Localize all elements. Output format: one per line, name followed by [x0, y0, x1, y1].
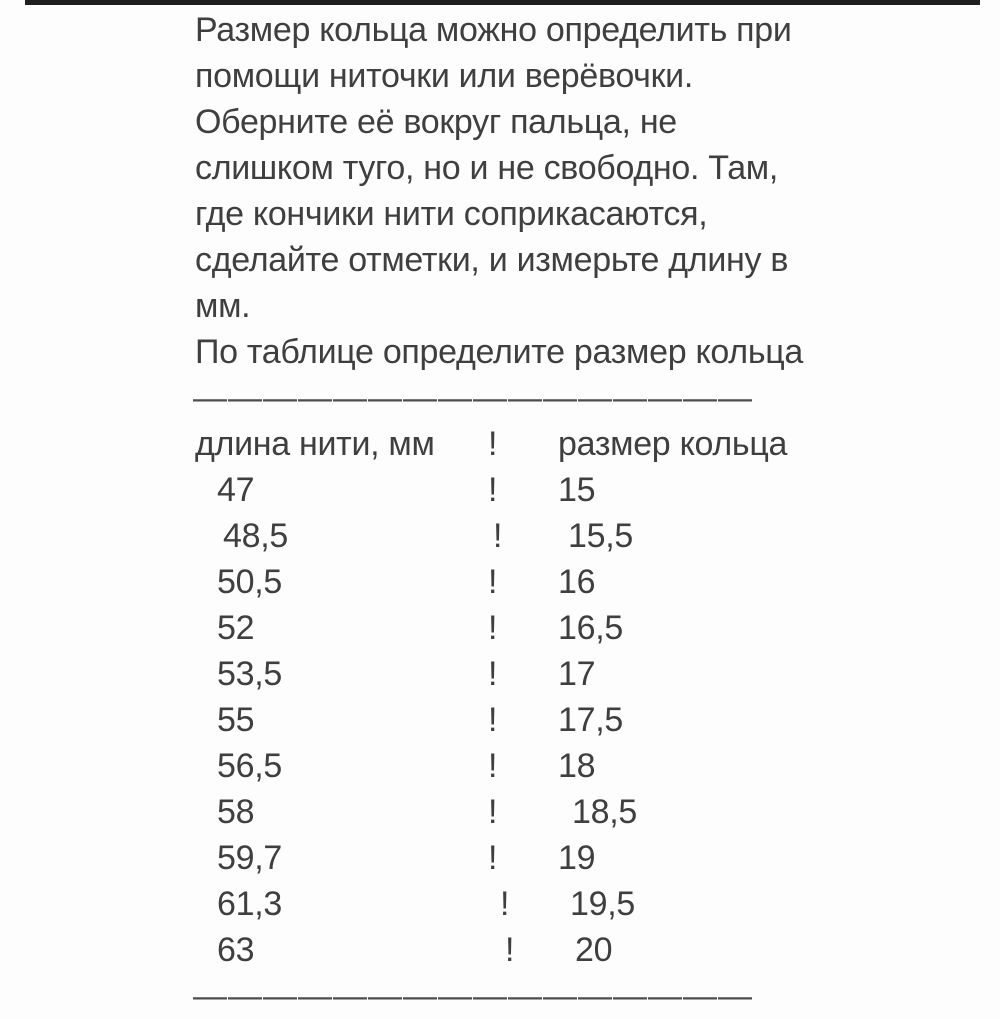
instruction-line: где кончики нити соприкасаются, — [195, 195, 708, 233]
table-row — [25, 697, 980, 743]
column-separator: ! — [488, 425, 498, 463]
table-header-row — [25, 421, 980, 467]
ring-size-value: 16 — [558, 563, 596, 601]
column-separator: ! — [488, 747, 498, 785]
ring-size-value: 19 — [558, 839, 596, 877]
table-row — [25, 789, 980, 835]
thread-length-value: 63 — [217, 931, 255, 969]
column-separator: ! — [488, 839, 498, 877]
instruction-line: сделайте отметки, и измерьте длину в — [195, 241, 789, 279]
table-row — [25, 513, 980, 559]
table-row — [25, 743, 980, 789]
column-separator: ! — [488, 609, 498, 647]
thread-length-value: 52 — [217, 609, 255, 647]
thread-length-value: 53,5 — [217, 655, 282, 693]
table-row — [25, 467, 980, 513]
column-separator: ! — [505, 931, 515, 969]
table-row — [25, 881, 980, 927]
table-row — [25, 559, 980, 605]
ring-size-value: 18 — [558, 747, 596, 785]
instruction-line: По таблице определите размер кольца — [195, 333, 804, 371]
ring-size-value: 15,5 — [568, 517, 633, 555]
thread-length-value: 50,5 — [217, 563, 282, 601]
instruction-line: Размер кольца можно определить при — [195, 11, 792, 49]
instructions-paragraph — [25, 5, 980, 375]
instruction-line: мм. — [195, 287, 251, 325]
column-separator: ! — [488, 471, 498, 509]
ring-size-value: 19,5 — [570, 885, 635, 923]
ring-size-value: 15 — [558, 471, 596, 509]
column-separator: ! — [488, 793, 498, 831]
table-top-divider: ———————————————— — [193, 379, 753, 417]
thread-length-value: 61,3 — [217, 885, 282, 923]
thread-length-value: 48,5 — [223, 517, 288, 555]
ring-size-value: 17 — [558, 655, 596, 693]
ring-size-document — [25, 5, 980, 1019]
column-separator: ! — [488, 701, 498, 739]
instruction-line: слишком туго, но и не свободно. Там, — [195, 149, 779, 187]
instruction-line: помощи ниточки или верёвочки. — [195, 57, 694, 95]
column-separator: ! — [493, 517, 503, 555]
table-row — [25, 651, 980, 697]
instruction-line: Оберните её вокруг пальца, не — [195, 103, 677, 141]
thread-length-value: 55 — [217, 701, 255, 739]
column-separator: ! — [500, 885, 510, 923]
ring-size-value: 20 — [575, 931, 613, 969]
thread-length-value: 56,5 — [217, 747, 282, 785]
ring-size-value: 16,5 — [558, 609, 623, 647]
table-bottom-divider: ———————————————— — [193, 977, 753, 1015]
ring-size-value: 17,5 — [558, 701, 623, 739]
thread-length-value: 47 — [217, 471, 255, 509]
length-column-header: длина нити, мм — [195, 425, 435, 463]
size-column-header: размер кольца — [558, 425, 788, 463]
column-separator: ! — [488, 563, 498, 601]
thread-length-value: 58 — [217, 793, 255, 831]
ring-size-value: 18,5 — [572, 793, 637, 831]
table-row — [25, 835, 980, 881]
table-row — [25, 605, 980, 651]
thread-length-value: 59,7 — [217, 839, 282, 877]
column-separator: ! — [488, 655, 498, 693]
table-row — [25, 927, 980, 973]
